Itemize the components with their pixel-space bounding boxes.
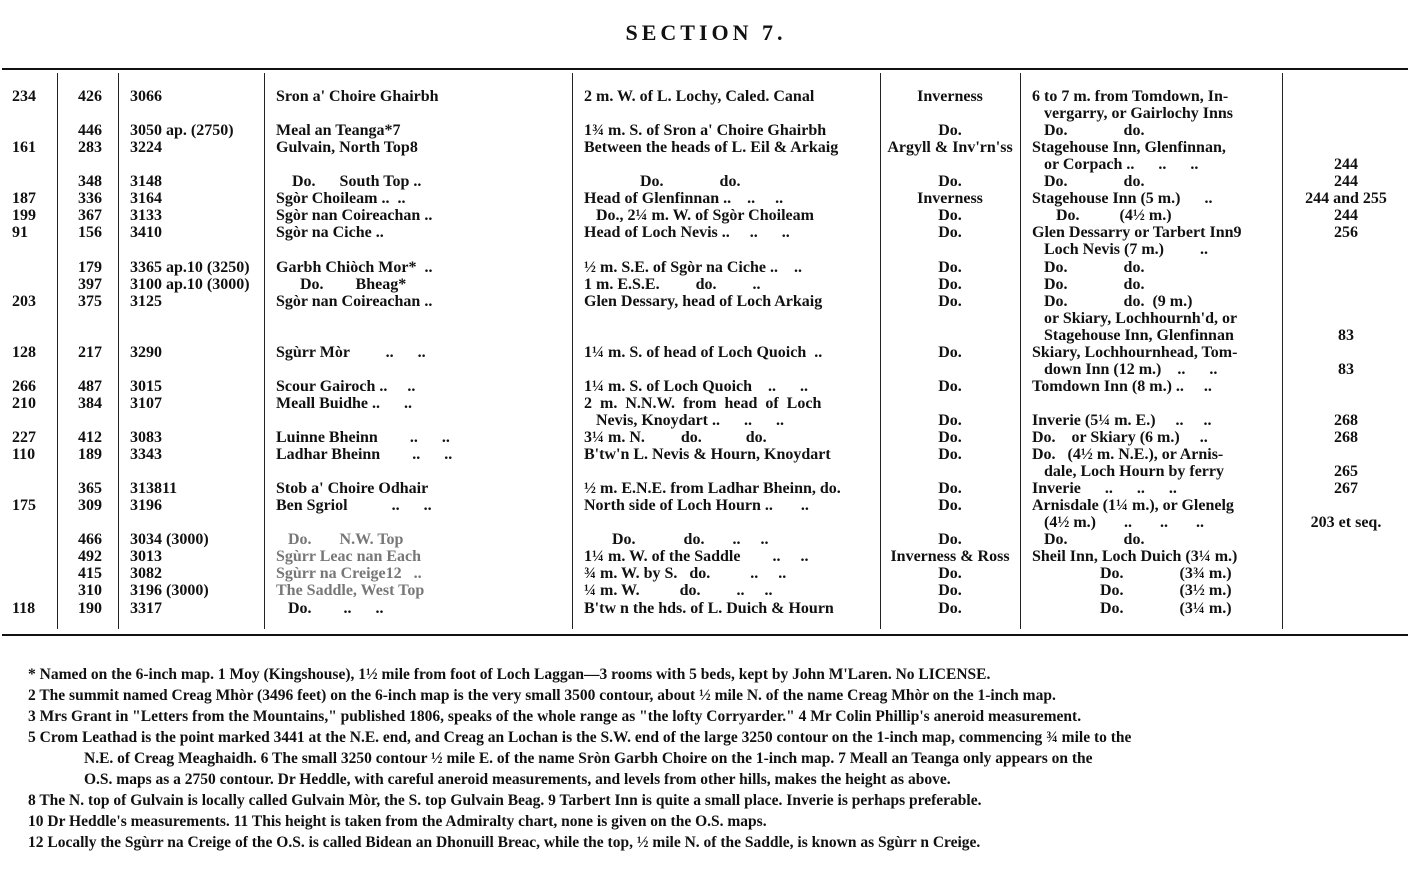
name-cell: Sgòr na Ciche .. xyxy=(276,224,384,242)
height-cell: 3107 xyxy=(130,394,162,412)
inn-cell: Stagehouse Inn (5 m.) .. xyxy=(1032,190,1213,208)
footnote: 3 Mrs Grant in "Letters from the Mountains," published 1806, speaks of the whole range as "the lofty Corryarder." 4 Mr Colin Phillip's aneroid measurement. xyxy=(28,708,1082,725)
location-cell: Do. do. xyxy=(584,173,741,191)
rank-cell: 217 xyxy=(78,343,102,361)
inn-cell: Glen Dessarry or Tarbert Inn9 xyxy=(1032,224,1242,242)
footnotes xyxy=(28,664,1418,853)
location-cell: Between the heads of L. Eil & Arkaig xyxy=(584,139,839,157)
rank-cell: 118 xyxy=(12,599,36,617)
county-cell: Do. xyxy=(938,531,962,549)
name-cell: Gulvain, North Top8 xyxy=(276,139,418,157)
location-cell: 3¼ m. N. do. do. xyxy=(584,429,767,446)
column-divider xyxy=(1020,73,1021,629)
height-cell: 3290 xyxy=(130,343,162,361)
inn-cell: Stagehouse Inn, Glenfinnan xyxy=(1032,326,1234,344)
inn-cell: vergarry, or Gairlochy Inns xyxy=(1032,105,1234,123)
county-cell: Inverness & Ross xyxy=(890,548,1010,566)
location-cell: ½ m. E.N.E. from Ladhar Bheinn, do. xyxy=(584,480,841,498)
inn-cell: Do. (3¾ m.) xyxy=(1032,565,1232,583)
rank-cell: 227 xyxy=(12,429,36,446)
county-cell: Do. xyxy=(938,497,962,515)
county-cell: Do. xyxy=(938,224,962,242)
rank-cell: 426 xyxy=(78,88,102,105)
rank-cell: 187 xyxy=(12,190,36,208)
location-cell: North side of Loch Hourn .. .. xyxy=(584,497,809,515)
rank-cell: 412 xyxy=(78,429,102,446)
county-cell: Do. xyxy=(938,599,962,617)
rank-cell: 203 xyxy=(12,292,36,310)
height-cell: 3066 xyxy=(130,88,162,105)
column-divider xyxy=(57,73,58,629)
county-cell: Do. xyxy=(938,207,962,225)
footnote: 5 Crom Leathad is the point marked 3441 at the N.E. end, and Creag an Lochan is the S.W. end of the large 3250 contour on the 1-inch map, commencing ¾ mile to the xyxy=(28,729,1132,746)
county-cell: Do. xyxy=(938,565,962,583)
height-cell: 3148 xyxy=(130,173,162,191)
county-cell: Do. xyxy=(938,429,962,446)
page-cell: 256 xyxy=(1334,224,1358,242)
height-cell: 3410 xyxy=(130,224,162,242)
page-cell: 244 xyxy=(1334,156,1358,174)
rank-cell: 156 xyxy=(78,224,102,242)
county-cell: Do. xyxy=(938,582,962,600)
height-cell: 313811 xyxy=(130,480,178,498)
height-cell: 3317 xyxy=(130,599,162,617)
location-cell: 1¼ m. S. of Loch Quoich .. .. xyxy=(584,377,809,395)
page-cell: 267 xyxy=(1334,480,1358,498)
name-cell: Garbh Chiòch Mor* .. xyxy=(276,258,433,276)
inn-cell: or Skiary, Lochhournh'd, or xyxy=(1032,309,1238,327)
location-cell: 2 m. N.N.W. from head of Loch xyxy=(584,394,822,412)
height-cell: 3125 xyxy=(130,292,162,310)
name-cell: Do. Bheag* xyxy=(276,275,407,293)
location-cell: Do., 2¼ m. W. of Sgòr Choileam xyxy=(584,207,814,225)
footnote: 2 The summit named Creag Mhòr (3496 feet) on the 6-inch map is the very small 3500 contour, about ½ mile N. of the name Creag Mhòr on the 1-inch map. xyxy=(28,687,1056,704)
page-cell: 244 and 255 xyxy=(1305,190,1387,208)
rank-cell: 365 xyxy=(78,480,102,498)
name-cell: Ben Sgriol .. .. xyxy=(276,497,432,515)
inn-cell: Do. (3½ m.) xyxy=(1032,582,1232,600)
page-cell: 203 et seq. xyxy=(1310,514,1382,532)
inn-cell: Inverie (5¼ m. E.) .. .. xyxy=(1032,411,1212,429)
rank-cell: 189 xyxy=(78,446,102,464)
rank-cell: 179 xyxy=(78,258,102,276)
county-cell: Do. xyxy=(938,446,962,464)
county-cell: Do. xyxy=(938,258,962,276)
county-cell: Do. xyxy=(938,343,962,361)
name-cell: Sgùrr Leac nan Each xyxy=(276,548,422,566)
name-cell: Do. South Top .. xyxy=(276,173,422,191)
rank-cell: 487 xyxy=(78,377,102,395)
rank-cell: 161 xyxy=(12,139,36,157)
inn-cell: dale, Loch Hourn by ferry xyxy=(1032,463,1224,481)
name-cell: Do. N.W. Top xyxy=(276,531,404,549)
name-cell: Stob a' Choire Odhair xyxy=(276,480,429,498)
rank-cell: 446 xyxy=(78,122,102,140)
location-cell: ¾ m. W. by S. do. .. .. xyxy=(584,565,787,583)
county-cell: Do. xyxy=(938,480,962,498)
height-cell: 3015 xyxy=(130,377,162,395)
county-cell: Do. xyxy=(938,275,962,293)
inn-cell: Loch Nevis (7 m.) .. xyxy=(1032,241,1208,259)
page-cell: 268 xyxy=(1334,429,1358,446)
county-cell: Do. xyxy=(938,377,962,395)
height-cell: 3013 xyxy=(130,548,162,566)
name-cell: Scour Gairoch .. .. xyxy=(276,377,416,395)
name-cell: Meall Buidhe .. .. xyxy=(276,394,413,412)
rank-cell: 128 xyxy=(12,343,36,361)
page-cell: 265 xyxy=(1334,463,1358,481)
location-cell: ¼ m. W. do. .. .. xyxy=(584,582,773,600)
footnote: 12 Locally the Sgùrr na Creige of the O.S. is called Bidean an Dhonuill Breac, while the top, ½ mile N. of the Saddle, is known as Sgùrr n Creige. xyxy=(28,834,981,851)
name-cell: Meal an Teanga*7 xyxy=(276,122,401,140)
section-title: SECTION 7. xyxy=(625,20,787,45)
page-cell: 244 xyxy=(1334,173,1358,191)
inn-cell: Do. do. xyxy=(1032,258,1145,276)
rank-cell: 336 xyxy=(78,190,102,208)
rank-cell: 310 xyxy=(78,582,102,600)
height-cell: 3100 ap.10 (3000) xyxy=(130,275,250,293)
name-cell: Luinne Bheinn .. .. xyxy=(276,429,450,446)
inn-cell: Do. (4½ m. N.E.), or Arnis- xyxy=(1032,446,1224,464)
name-cell: Do. .. .. xyxy=(276,599,384,617)
height-cell: 3034 (3000) xyxy=(130,531,209,549)
location-cell: Do. do. .. .. xyxy=(584,531,769,549)
location-cell: Head of Glenfinnan .. .. .. xyxy=(584,190,784,208)
height-cell: 3082 xyxy=(130,565,162,583)
rank-cell: 309 xyxy=(78,497,102,515)
height-cell: 3196 (3000) xyxy=(130,582,209,600)
column-divider xyxy=(572,73,573,629)
page-cell: 83 xyxy=(1338,360,1354,378)
rank-cell: 348 xyxy=(78,173,102,191)
location-cell: Head of Loch Nevis .. .. .. xyxy=(584,224,790,242)
height-cell: 3343 xyxy=(130,446,162,464)
name-cell: Sgòr Choileam .. .. xyxy=(276,190,406,208)
height-cell: 3224 xyxy=(130,139,162,157)
location-cell: 1¾ m. S. of Sron a' Choire Ghairbh xyxy=(584,122,827,140)
inn-cell: Do. do. xyxy=(1032,531,1145,549)
rank-cell: 190 xyxy=(78,599,102,617)
height-cell: 3050 ap. (2750) xyxy=(130,122,234,140)
name-cell: The Saddle, West Top xyxy=(276,582,425,600)
column-divider xyxy=(118,73,119,629)
inn-cell: Do. do. (9 m.) xyxy=(1032,292,1193,310)
inn-cell: Do. do. xyxy=(1032,275,1145,293)
rank-cell: 367 xyxy=(78,207,102,225)
inn-cell: 6 to 7 m. from Tomdown, In- xyxy=(1032,88,1229,105)
footnote: 10 Dr Heddle's measurements. 11 This height is taken from the Admiralty chart, none is given on the O.S. maps. xyxy=(28,813,767,830)
name-cell: Sgùrr na Creige12 .. xyxy=(276,565,422,583)
inn-cell: down Inn (12 m.) .. .. xyxy=(1032,360,1218,378)
top-rule xyxy=(2,68,1408,70)
inn-cell: Sheil Inn, Loch Duich (3¼ m.) xyxy=(1032,548,1238,566)
location-cell: 2 m. W. of L. Lochy, Caled. Canal xyxy=(584,88,815,105)
rank-cell: 397 xyxy=(78,275,102,293)
county-cell: Argyll & Inv'rn'ss xyxy=(887,139,1013,157)
inn-cell: (4½ m.) .. .. .. xyxy=(1032,514,1204,532)
name-cell: Sgùrr Mòr .. .. xyxy=(276,343,426,361)
county-cell: Do. xyxy=(938,122,962,140)
rank-cell: 492 xyxy=(78,548,102,566)
county-cell: Do. xyxy=(938,173,962,191)
height-cell: 3196 xyxy=(130,497,162,515)
inn-cell: Do. (4½ m.) xyxy=(1032,207,1172,225)
inn-cell: Do. do. xyxy=(1032,173,1145,191)
inn-cell: Tomdown Inn (8 m.) .. .. xyxy=(1032,377,1212,395)
bottom-rule xyxy=(2,634,1408,636)
inn-cell: Do. or Skiary (6 m.) .. xyxy=(1032,429,1208,446)
name-cell: Sgòr nan Coireachan .. xyxy=(276,207,433,225)
page-cell: 83 xyxy=(1338,326,1354,344)
height-cell: 3083 xyxy=(130,429,162,446)
inn-cell: Stagehouse Inn, Glenfinnan, xyxy=(1032,139,1226,157)
rank-cell: 210 xyxy=(12,394,36,412)
height-cell: 3164 xyxy=(130,190,162,208)
location-cell: B'tw n the hds. of L. Duich & Hourn xyxy=(584,599,834,617)
footnote: 8 The N. top of Gulvain is locally called Gulvain Mòr, the S. top Gulvain Beag. 9 Tarbert Inn is quite a small place. Inverie is perhaps preferable. xyxy=(28,792,982,809)
location-cell: 1¼ m. S. of head of Loch Quoich .. xyxy=(584,343,823,361)
inn-cell: or Corpach .. .. .. xyxy=(1032,156,1199,174)
height-cell: 3365 ap.10 (3250) xyxy=(130,258,250,276)
inn-cell: Arnisdale (1¼ m.), or Glenelg xyxy=(1032,497,1234,515)
footnote: O.S. maps as a 2750 contour. Dr Heddle, with careful aneroid measurements, and levels from other hills, makes the height as above. xyxy=(84,771,951,788)
column-divider xyxy=(1282,73,1283,629)
rank-cell: 415 xyxy=(78,565,102,583)
inn-cell: Skiary, Lochhournhead, Tom- xyxy=(1032,343,1238,361)
rank-cell: 234 xyxy=(12,88,36,105)
name-cell: Sgòr nan Coireachan .. xyxy=(276,292,433,310)
inn-cell: Inverie .. .. .. xyxy=(1032,480,1177,498)
location-cell: ½ m. S.E. of Sgòr na Ciche .. .. xyxy=(584,258,802,276)
county-cell: Do. xyxy=(938,292,962,310)
rank-cell: 110 xyxy=(12,446,36,464)
page-cell: 268 xyxy=(1334,411,1358,429)
page-cell: 244 xyxy=(1334,207,1358,225)
name-cell: Ladhar Bheinn .. .. xyxy=(276,446,453,464)
location-cell: 1 m. E.S.E. do. .. xyxy=(584,275,761,293)
rank-cell: 175 xyxy=(12,497,36,515)
height-cell: 3133 xyxy=(130,207,162,225)
county-cell: Inverness xyxy=(917,190,983,208)
column-divider xyxy=(264,73,265,629)
county-cell: Inverness xyxy=(917,88,983,105)
inn-cell: Do. do. xyxy=(1032,122,1145,140)
rank-cell: 266 xyxy=(12,377,36,395)
rank-cell: 466 xyxy=(78,531,102,549)
rank-cell: 283 xyxy=(78,139,102,157)
footnote: N.E. of Creag Meaghaidh. 6 The small 3250 contour ½ mile E. of the name Sròn Garbh Choire on the 1-inch map. 7 Meall an Teanga only appears on the xyxy=(84,750,1093,767)
location-cell: Nevis, Knoydart .. .. .. xyxy=(584,411,784,429)
inn-cell: Do. (3¼ m.) xyxy=(1032,599,1232,617)
footnote: * Named on the 6-inch map. 1 Moy (Kingshouse), 1½ mile from foot of Loch Laggan—3 rooms with 5 beds, kept by John M'Laren. No LICENSE. xyxy=(28,666,991,683)
county-cell: Do. xyxy=(938,411,962,429)
rank-cell: 199 xyxy=(12,207,36,225)
rank-cell: 91 xyxy=(12,224,28,242)
rank-cell: 384 xyxy=(78,394,102,412)
location-cell: Glen Dessary, head of Loch Arkaig xyxy=(584,292,823,310)
rank-cell: 375 xyxy=(78,292,102,310)
location-cell: 1¼ m. W. of the Saddle .. .. xyxy=(584,548,809,566)
name-cell: Sron a' Choire Ghairbh xyxy=(276,88,439,105)
location-cell: B'tw'n L. Nevis & Hourn, Knoydart xyxy=(584,446,831,464)
